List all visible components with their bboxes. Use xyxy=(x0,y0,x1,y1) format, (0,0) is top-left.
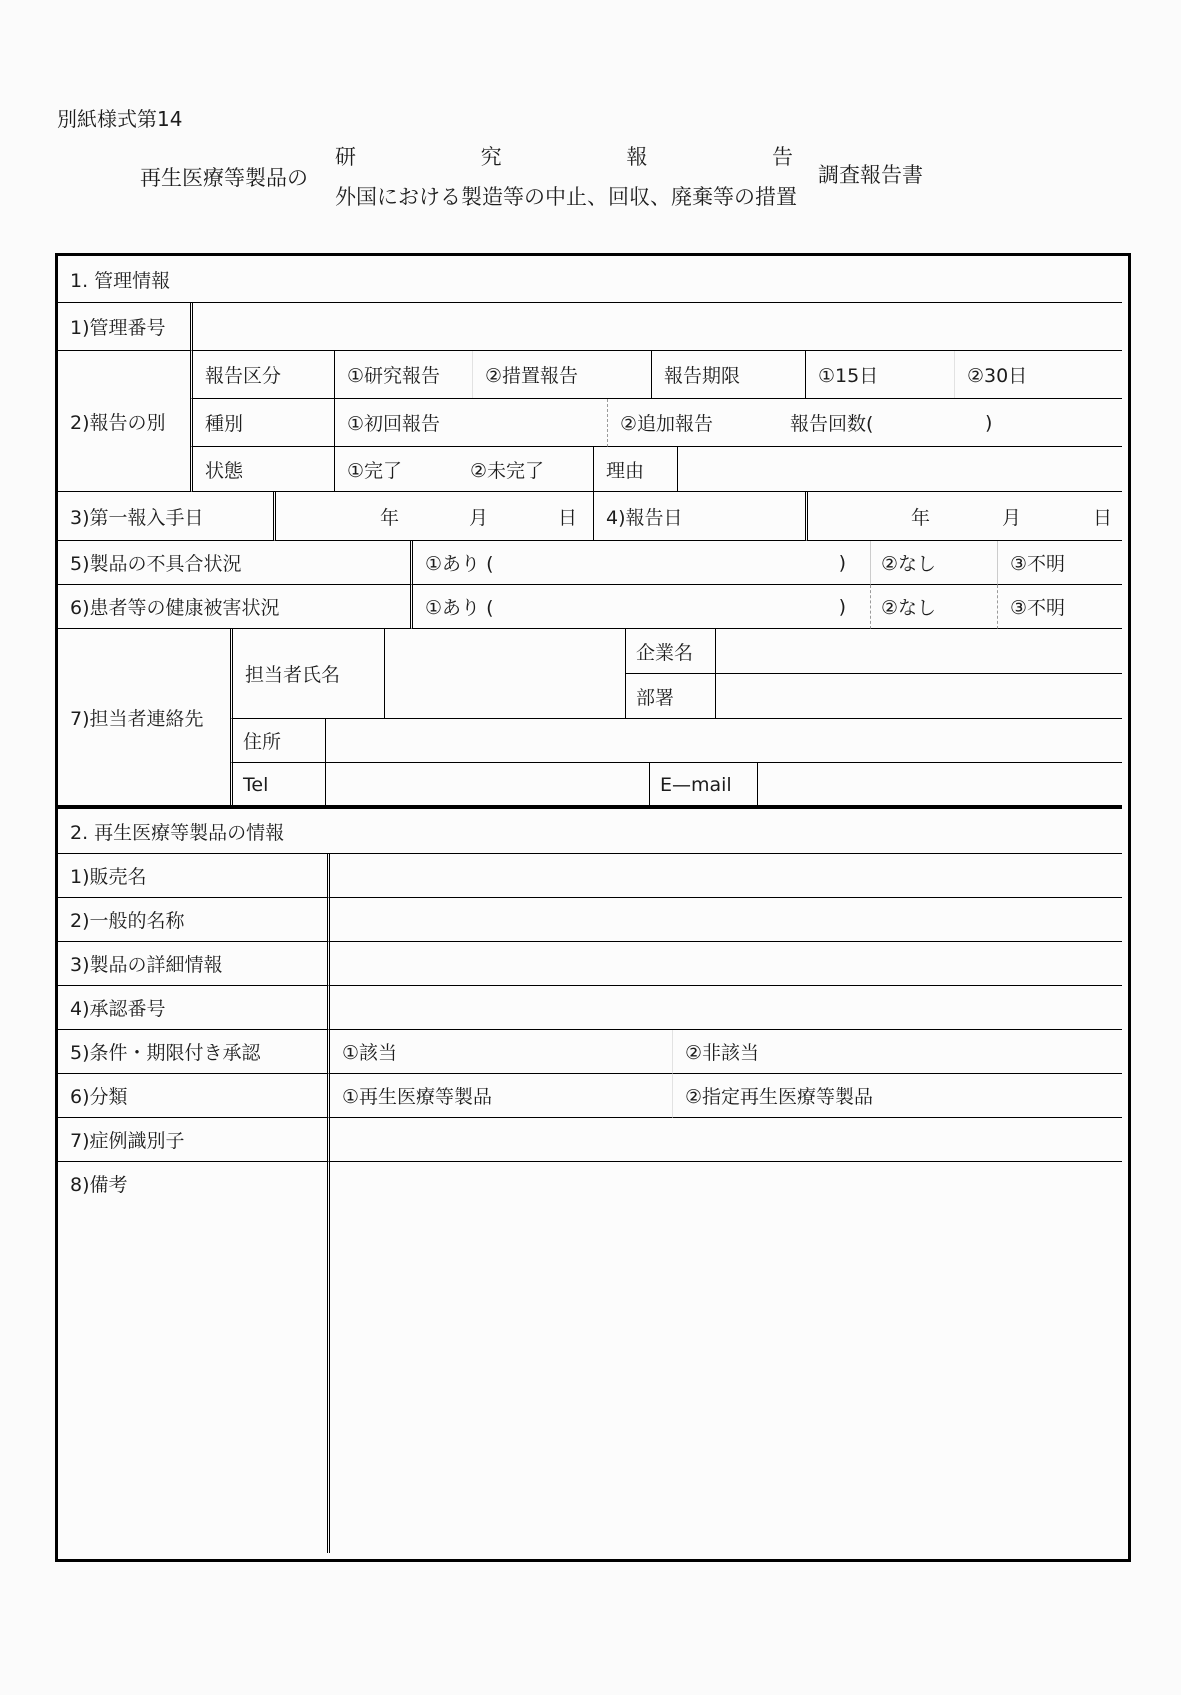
month-label: 月 xyxy=(468,506,488,529)
remarks-label: 8)備考 xyxy=(70,1174,128,1196)
address-label: 住所 xyxy=(230,719,326,763)
brand-name-label: 1)販売名 xyxy=(58,854,327,898)
report-form-table xyxy=(55,253,1131,1562)
email-label: E—mail xyxy=(650,763,758,806)
title-research-report xyxy=(335,141,793,171)
option-first-report: ①初回報告 xyxy=(335,399,608,447)
health-damage-option-ari-cell[interactable] xyxy=(410,585,870,629)
case-identifier-label: 7)症例識別子 xyxy=(58,1118,327,1162)
defect-option-nashi: ②なし xyxy=(870,541,997,585)
title-prefix: 再生医療等製品の xyxy=(140,166,308,190)
defect-status-label: 5)製品の不具合状況 xyxy=(58,541,410,585)
section1-header: 1. 管理情報 xyxy=(58,256,1122,303)
status-label: 状態 xyxy=(190,447,335,492)
year-label: 年 xyxy=(910,506,930,529)
option-completed: ①完了 xyxy=(347,459,403,482)
option-regenerative-product: ①再生医療等製品 xyxy=(327,1074,672,1118)
status-reason-input-cell[interactable] xyxy=(678,447,1122,492)
address-input-cell[interactable] xyxy=(326,719,1122,763)
classification-label: 6)分類 xyxy=(58,1074,327,1118)
defect-option-ari-cell[interactable] xyxy=(410,541,870,585)
generic-name-input-cell[interactable] xyxy=(327,898,1122,942)
remarks-input-cell[interactable] xyxy=(327,1162,1122,1553)
health-damage-label: 6)患者等の健康被害状況 xyxy=(58,585,410,629)
contact-label: 7)担当者連絡先 xyxy=(70,708,204,730)
control-number-label: 1)管理番号 xyxy=(58,303,190,351)
day-label: 日 xyxy=(557,506,577,529)
report-type-label: 種別 xyxy=(190,399,335,447)
product-details-label: 3)製品の詳細情報 xyxy=(58,942,327,986)
option-ari: ①あり ( xyxy=(425,597,494,619)
status-options-cell xyxy=(335,447,594,492)
option-ari-close-paren: ) xyxy=(838,551,846,574)
tel-label: Tel xyxy=(230,763,326,806)
email-input-cell[interactable] xyxy=(758,763,1122,806)
option-additional-report: ②追加報告 xyxy=(620,413,714,435)
status-reason-label: 理由 xyxy=(594,447,678,492)
defect-option-fumei: ③不明 xyxy=(997,541,1122,585)
control-number-input-cell[interactable] xyxy=(190,303,1122,351)
contact-name-input-cell[interactable] xyxy=(385,629,626,719)
first-report-date-input-cell[interactable] xyxy=(273,492,594,541)
brand-name-input-cell[interactable] xyxy=(327,854,1122,898)
report-count-close-paren: ) xyxy=(985,411,993,434)
title-char: 告 xyxy=(771,145,793,169)
option-not-completed: ②未完了 xyxy=(470,459,545,482)
report-category-label: 報告区分 xyxy=(190,351,335,399)
company-label: 企業名 xyxy=(626,629,716,674)
option-measure-report: ②措置報告 xyxy=(472,351,578,398)
report-category-options-cell xyxy=(335,351,652,399)
option-30days: ②30日 xyxy=(954,351,1027,398)
report-kind-label: 2)報告の別 xyxy=(58,351,190,492)
product-details-input-cell[interactable] xyxy=(327,942,1122,986)
report-type-additional-cell xyxy=(608,399,1122,447)
report-deadline-label: 報告期限 xyxy=(652,351,806,399)
approval-number-label: 4)承認番号 xyxy=(58,986,327,1030)
company-input-cell[interactable] xyxy=(716,629,1122,674)
first-report-date-label: 3)第一報入手日 xyxy=(58,492,273,541)
health-damage-option-fumei: ③不明 xyxy=(997,585,1122,629)
report-deadline-options-cell xyxy=(806,351,1122,399)
section2-header: 2. 再生医療等製品の情報 xyxy=(58,809,1122,854)
title-suffix: 調査報告書 xyxy=(818,163,923,187)
contact-name-label: 担当者氏名 xyxy=(230,629,385,719)
department-input-cell[interactable] xyxy=(716,674,1122,719)
title-foreign-measures: 外国における製造等の中止、回収、廃棄等の措置 xyxy=(335,185,797,209)
title-char: 究 xyxy=(480,145,502,169)
title-char: 研 xyxy=(335,145,356,169)
case-identifier-input-cell[interactable] xyxy=(327,1118,1122,1162)
conditional-approval-label: 5)条件・期限付き承認 xyxy=(58,1030,327,1074)
form-number: 別紙様式第14 xyxy=(57,107,183,131)
option-research-report: ①研究報告 xyxy=(347,365,441,387)
option-designated-regenerative-product: ②指定再生医療等製品 xyxy=(672,1074,1122,1118)
approval-number-input-cell[interactable] xyxy=(327,986,1122,1030)
report-date-input-cell[interactable] xyxy=(805,492,1122,541)
department-label: 部署 xyxy=(626,674,716,719)
option-not-applicable: ②非該当 xyxy=(672,1030,1122,1074)
title-char: 報 xyxy=(626,145,648,169)
day-label: 日 xyxy=(1092,506,1112,529)
year-label: 年 xyxy=(379,506,399,529)
option-applicable: ①該当 xyxy=(327,1030,672,1074)
month-label: 月 xyxy=(1001,506,1021,529)
option-ari: ①あり ( xyxy=(425,553,494,575)
option-15days: ①15日 xyxy=(818,365,879,387)
report-date-label: 4)報告日 xyxy=(594,492,805,541)
health-damage-option-nashi: ②なし xyxy=(870,585,997,629)
tel-input-cell[interactable] xyxy=(326,763,650,806)
generic-name-label: 2)一般的名称 xyxy=(58,898,327,942)
report-count-label: 報告回数( xyxy=(790,413,874,435)
option-ari-close-paren: ) xyxy=(838,595,846,618)
